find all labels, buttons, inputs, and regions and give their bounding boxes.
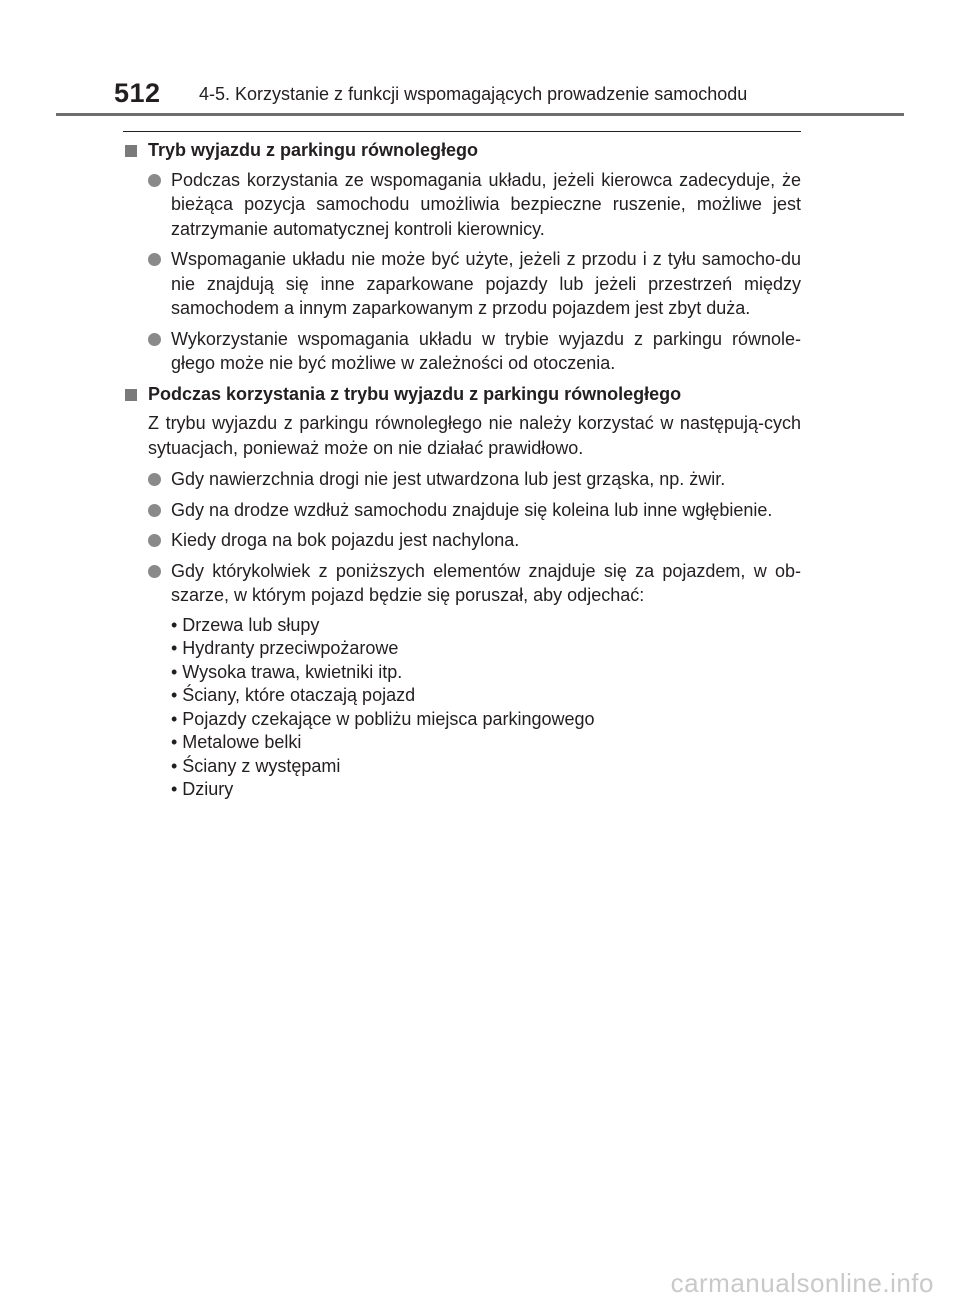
obstacle-item: • Hydranty przeciwpożarowe bbox=[171, 638, 399, 658]
list-item-text: Gdy na drodze wzdłuż samochodu znajduje się koleina lub inne wgłębienie. bbox=[171, 499, 773, 520]
obstacle-item: • Pojazdy czekające w pobliżu miejsca parkingowego bbox=[171, 708, 595, 729]
list-item-text: Podczas korzystania ze wspomagania układu, jeżeli kierowca zadecyduje, że bieżąca pozycja samochodu umożliwia bezpieczne ruszenie, możliwe jest zatrzymanie automatycznej kontroli kierownicy. bbox=[171, 169, 801, 239]
square-bullet-icon bbox=[125, 145, 137, 157]
obstacle-item: • Drzewa lub słupy bbox=[171, 614, 320, 635]
list-item bbox=[123, 247, 801, 321]
chapter-title: 4-5. Korzystanie z funkcji wspomagających prowadzenie samochodu bbox=[199, 84, 748, 104]
section-divider bbox=[123, 131, 801, 132]
circle-bullet-icon bbox=[148, 253, 161, 266]
section-heading-podczas-korzystania bbox=[123, 382, 801, 407]
watermark: carmanualsonline.info bbox=[670, 1268, 934, 1298]
obstacle-item: • Dziury bbox=[171, 779, 234, 799]
main-content bbox=[123, 138, 801, 802]
circle-bullet-icon bbox=[148, 473, 161, 486]
section-heading-text: Tryb wyjazdu z parkingu równoległego bbox=[148, 140, 479, 160]
obstacle-item: • Ściany, które otaczają pojazd bbox=[171, 685, 416, 705]
obstacle-item: • Ściany z występami bbox=[171, 755, 341, 776]
section-heading-text: Podczas korzystania z trybu wyjazdu z parkingu równoległego bbox=[148, 383, 682, 404]
circle-bullet-icon bbox=[148, 333, 161, 346]
obstacle-item: • Wysoka trawa, kwietniki itp. bbox=[171, 661, 403, 682]
circle-bullet-icon bbox=[148, 565, 161, 578]
list-item-text: Wykorzystanie wspomagania układu w trybie wyjazdu z parkingu równole-głego może nie być możliwe w zależności od otoczenia. bbox=[171, 328, 801, 373]
list-item bbox=[123, 168, 801, 242]
intro-paragraph: Z trybu wyjazdu z parkingu równoległego nie należy korzystać w następują-cych sytuacjach, ponieważ może on nie działać prawidłowo. bbox=[148, 413, 801, 458]
list-item bbox=[123, 327, 801, 376]
header-divider bbox=[56, 113, 904, 116]
obstacle-item: • Metalowe belki bbox=[171, 732, 302, 752]
list-item bbox=[123, 467, 801, 492]
circle-bullet-icon bbox=[148, 504, 161, 517]
list-item-text: Kiedy droga na bok pojazdu jest nachylona. bbox=[171, 530, 520, 550]
list-item-text: Gdy którykolwiek z poniższych elementów znajduje się za pojazdem, w ob-szarze, w którym pojazd będzie się poruszał, aby odjechać: bbox=[171, 560, 801, 605]
circle-bullet-icon bbox=[148, 534, 161, 547]
obstacle-list bbox=[123, 614, 801, 802]
page-number: 512 bbox=[114, 78, 161, 108]
list-item bbox=[123, 498, 801, 523]
list-item bbox=[123, 559, 801, 608]
page-header bbox=[0, 0, 960, 116]
list-item-text: Gdy nawierzchnia drogi nie jest utwardzona lub jest grząska, np. żwir. bbox=[171, 469, 726, 489]
list-item-text: Wspomaganie układu nie może być użyte, jeżeli z przodu i z tyłu samocho-du nie znajdują się inne zaparkowane pojazdy lub jeżeli przestrzeń między samochodem a innym zaparkowanym z przodu pojazdem jest zbyt duża. bbox=[171, 249, 801, 318]
square-bullet-icon bbox=[125, 389, 137, 401]
list-item bbox=[123, 528, 801, 553]
circle-bullet-icon bbox=[148, 174, 161, 187]
section-heading-tryb-wyjazdu bbox=[123, 138, 801, 163]
